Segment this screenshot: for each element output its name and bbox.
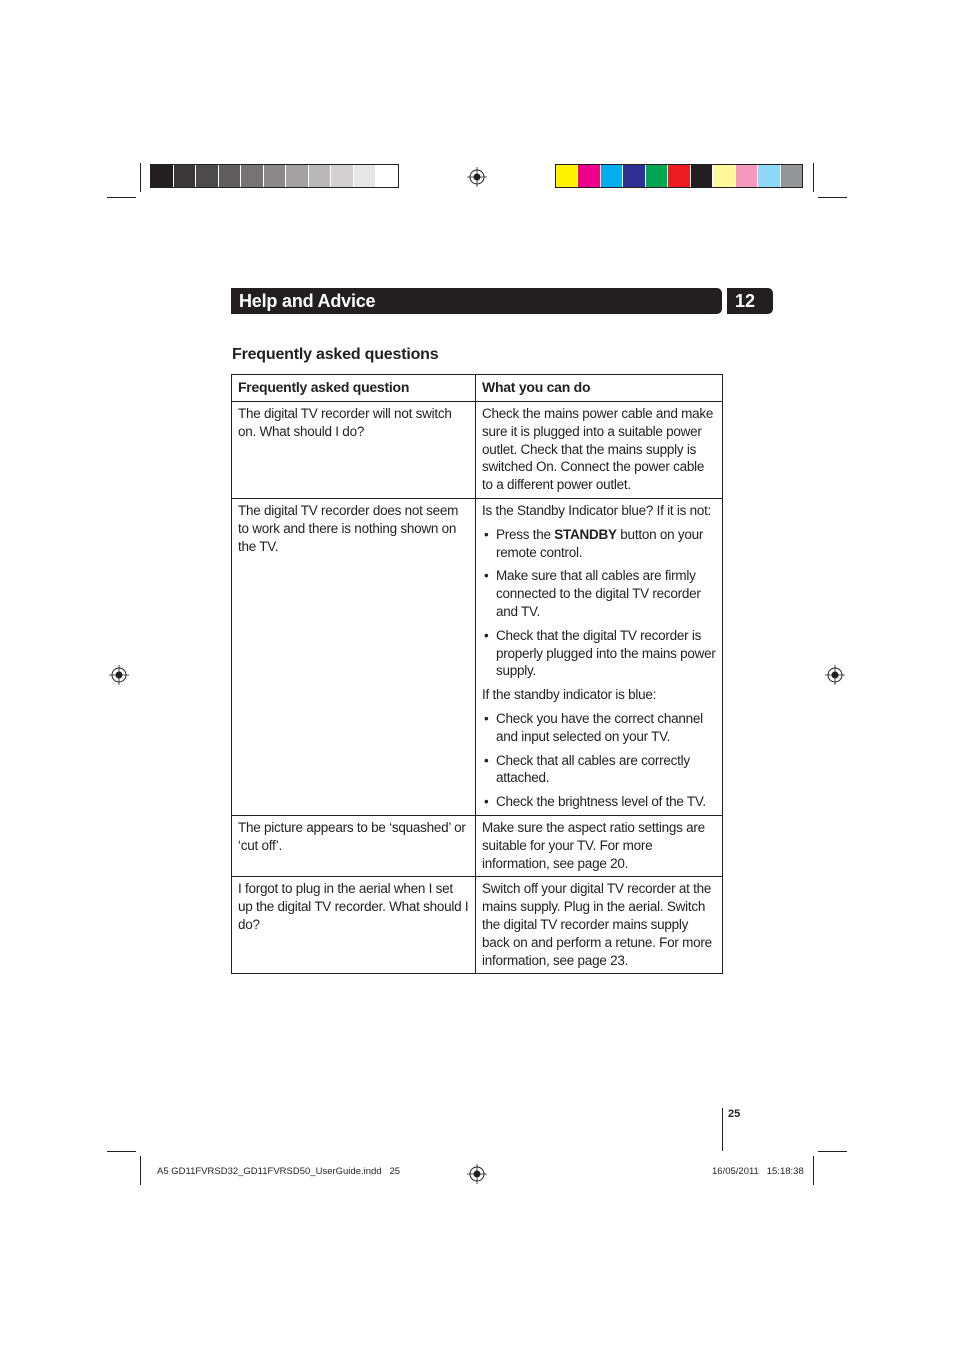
- list-item: • Check that the digital TV recorder is properly plugged into the mains power supply.: [482, 627, 716, 680]
- color-swatch: [556, 165, 578, 187]
- crop-mark: [140, 1156, 141, 1185]
- answer-intro: Is the Standby Indicator blue? If it is not:: [482, 502, 712, 518]
- table-row: [232, 815, 723, 876]
- table-header-row: [232, 375, 723, 402]
- faq-table: [231, 374, 723, 974]
- registration-mark-icon: [467, 1164, 487, 1184]
- section-title: Frequently asked questions: [232, 346, 439, 363]
- crop-mark: [813, 1156, 814, 1185]
- list-item: • Make sure that all cables are firmly connected to the digital TV recorder and TV.: [482, 567, 716, 620]
- page-number-rule: [722, 1108, 723, 1151]
- slug-filename: A5 GD11FVRSD32_GD11FVRSD50_UserGuide.indd 25: [157, 1166, 401, 1177]
- chapter-number-box: [727, 288, 773, 314]
- crop-mark: [813, 163, 814, 192]
- faq-answer: Make sure the aspect ratio settings are suitable for your TV. For more information, see page 20.: [476, 815, 723, 876]
- grayscale-color-bar: [150, 164, 399, 188]
- table-row: [232, 877, 723, 974]
- color-swatch: [219, 165, 242, 187]
- color-swatch: [736, 165, 758, 187]
- standby-button-label: STANDBY: [554, 526, 617, 542]
- color-swatch: [151, 165, 174, 187]
- color-swatch: [331, 165, 354, 187]
- color-swatch: [264, 165, 287, 187]
- chapter-title: Help and Advice: [239, 291, 376, 311]
- color-swatch: [174, 165, 197, 187]
- color-swatch: [286, 165, 309, 187]
- table-row: [232, 498, 723, 815]
- answer-middle: If the standby indicator is blue:: [482, 687, 657, 703]
- color-swatch: [781, 165, 802, 187]
- crop-mark: [107, 197, 136, 198]
- color-swatch: [376, 165, 398, 187]
- crop-mark: [818, 1151, 847, 1152]
- color-swatch: [196, 165, 219, 187]
- bullet-list: [482, 710, 716, 811]
- faq-answer: [476, 498, 723, 815]
- color-swatch: [601, 165, 623, 187]
- crop-mark: [140, 163, 141, 192]
- bullet-list: [482, 526, 716, 680]
- table-row: [232, 402, 723, 499]
- color-swatch: [354, 165, 377, 187]
- list-item: • Check the brightness level of the TV.: [482, 793, 716, 811]
- list-item: • Press the STANDBY button on your remote control.: [482, 526, 716, 562]
- faq-answer: Switch off your digital TV recorder at the mains supply. Plug in the aerial. Switch the digital TV recorder mains supply back on and perform a retune. For more information, see page 23.: [476, 877, 723, 974]
- color-swatch: [691, 165, 713, 187]
- faq-question: I forgot to plug in the aerial when I set up the digital TV recorder. What should I do?: [232, 877, 476, 974]
- color-swatch: [623, 165, 645, 187]
- chapter-header: [231, 288, 722, 314]
- registration-mark-icon: [109, 665, 129, 685]
- color-swatch: [309, 165, 332, 187]
- faq-answer: Check the mains power cable and make sure it is plugged into a suitable power outlet. Check that the mains supply is switched On. Connect the power cable to a different power outlet.: [476, 402, 723, 499]
- page-number: 25: [728, 1108, 741, 1120]
- color-swatch: [646, 165, 668, 187]
- color-swatch: [668, 165, 690, 187]
- process-color-bar: [555, 164, 803, 188]
- column-header-question: Frequently asked question: [232, 375, 476, 402]
- color-swatch: [758, 165, 780, 187]
- chapter-number: 12: [735, 291, 756, 311]
- list-item: • Check that all cables are correctly attached.: [482, 752, 716, 788]
- faq-question: The picture appears to be ‘squashed’ or ‘cut off’.: [232, 815, 476, 876]
- crop-mark: [107, 1151, 136, 1152]
- registration-mark-icon: [825, 665, 845, 685]
- faq-question: The digital TV recorder does not seem to work and there is nothing shown on the TV.: [232, 498, 476, 815]
- list-item: • Check you have the correct channel and input selected on your TV.: [482, 710, 716, 746]
- faq-question: The digital TV recorder will not switch on. What should I do?: [232, 402, 476, 499]
- slug-timestamp: 16/05/2011 15:18:38: [712, 1166, 804, 1177]
- color-swatch: [713, 165, 735, 187]
- color-swatch: [241, 165, 264, 187]
- color-swatch: [578, 165, 600, 187]
- registration-mark-icon: [467, 167, 487, 187]
- crop-mark: [818, 197, 847, 198]
- column-header-answer: What you can do: [476, 375, 723, 402]
